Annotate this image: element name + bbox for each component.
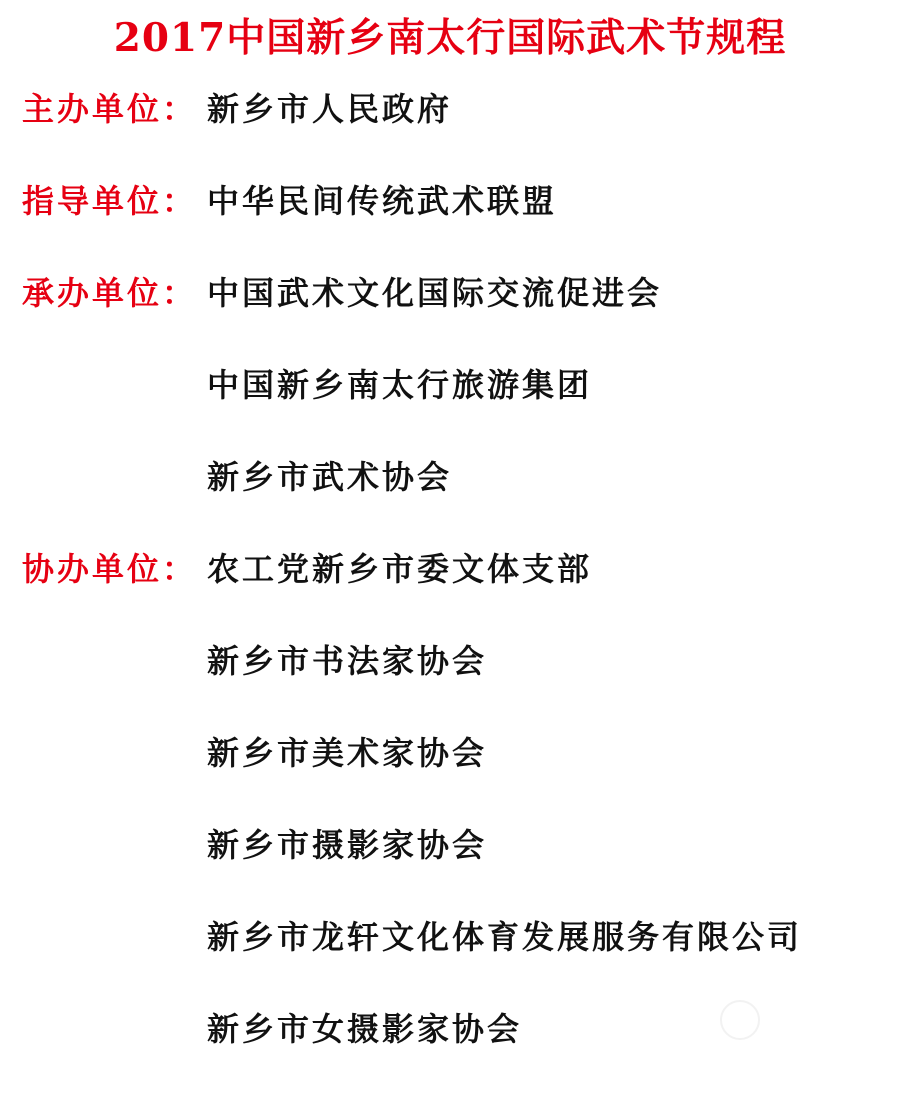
row-label-co-organizer: 协办单位：	[22, 550, 198, 588]
organizer-row-co-organizer-5	[22, 914, 892, 1006]
row-value-undertaker-3: 新乡市武术协会	[207, 458, 453, 496]
organizer-row-host	[22, 86, 892, 178]
row-label-guidance: 指导单位：	[22, 182, 198, 220]
row-label-undertaker: 承办单位：	[22, 274, 198, 312]
organizer-list	[22, 86, 892, 1098]
organizer-row-co-organizer-3	[22, 730, 892, 822]
organizer-row-undertaker-2	[22, 362, 892, 454]
row-value-co-organizer-5: 新乡市龙轩文化体育发展服务有限公司	[207, 918, 803, 956]
organizer-row-undertaker-1	[22, 270, 892, 362]
row-value-co-organizer-4: 新乡市摄影家协会	[207, 826, 488, 864]
row-value-co-organizer-2: 新乡市书法家协会	[207, 642, 488, 680]
row-value-co-organizer-6: 新乡市女摄影家协会	[207, 1010, 523, 1048]
row-value-co-organizer-1: 农工党新乡市委文体支部	[207, 550, 593, 588]
organizer-row-co-organizer-2	[22, 638, 892, 730]
organizer-row-co-organizer-4	[22, 822, 892, 914]
organizer-row-co-organizer-6	[22, 1006, 892, 1098]
organizer-row-undertaker-3	[22, 454, 892, 546]
organizer-row-co-organizer-1	[22, 546, 892, 638]
document-title: 2017中国新乡南太行国际武术节规程	[113, 15, 787, 61]
row-value-undertaker-1: 中国武术文化国际交流促进会	[207, 274, 663, 312]
row-label-host: 主办单位：	[22, 90, 198, 128]
row-value-undertaker-2: 中国新乡南太行旅游集团	[207, 366, 593, 404]
row-value-co-organizer-3: 新乡市美术家协会	[207, 734, 488, 772]
row-value-guidance: 中华民间传统武术联盟	[207, 182, 558, 220]
organizer-row-guidance	[22, 178, 892, 270]
faint-watermark-mark	[720, 1000, 760, 1040]
row-value-host: 新乡市人民政府	[207, 90, 453, 128]
